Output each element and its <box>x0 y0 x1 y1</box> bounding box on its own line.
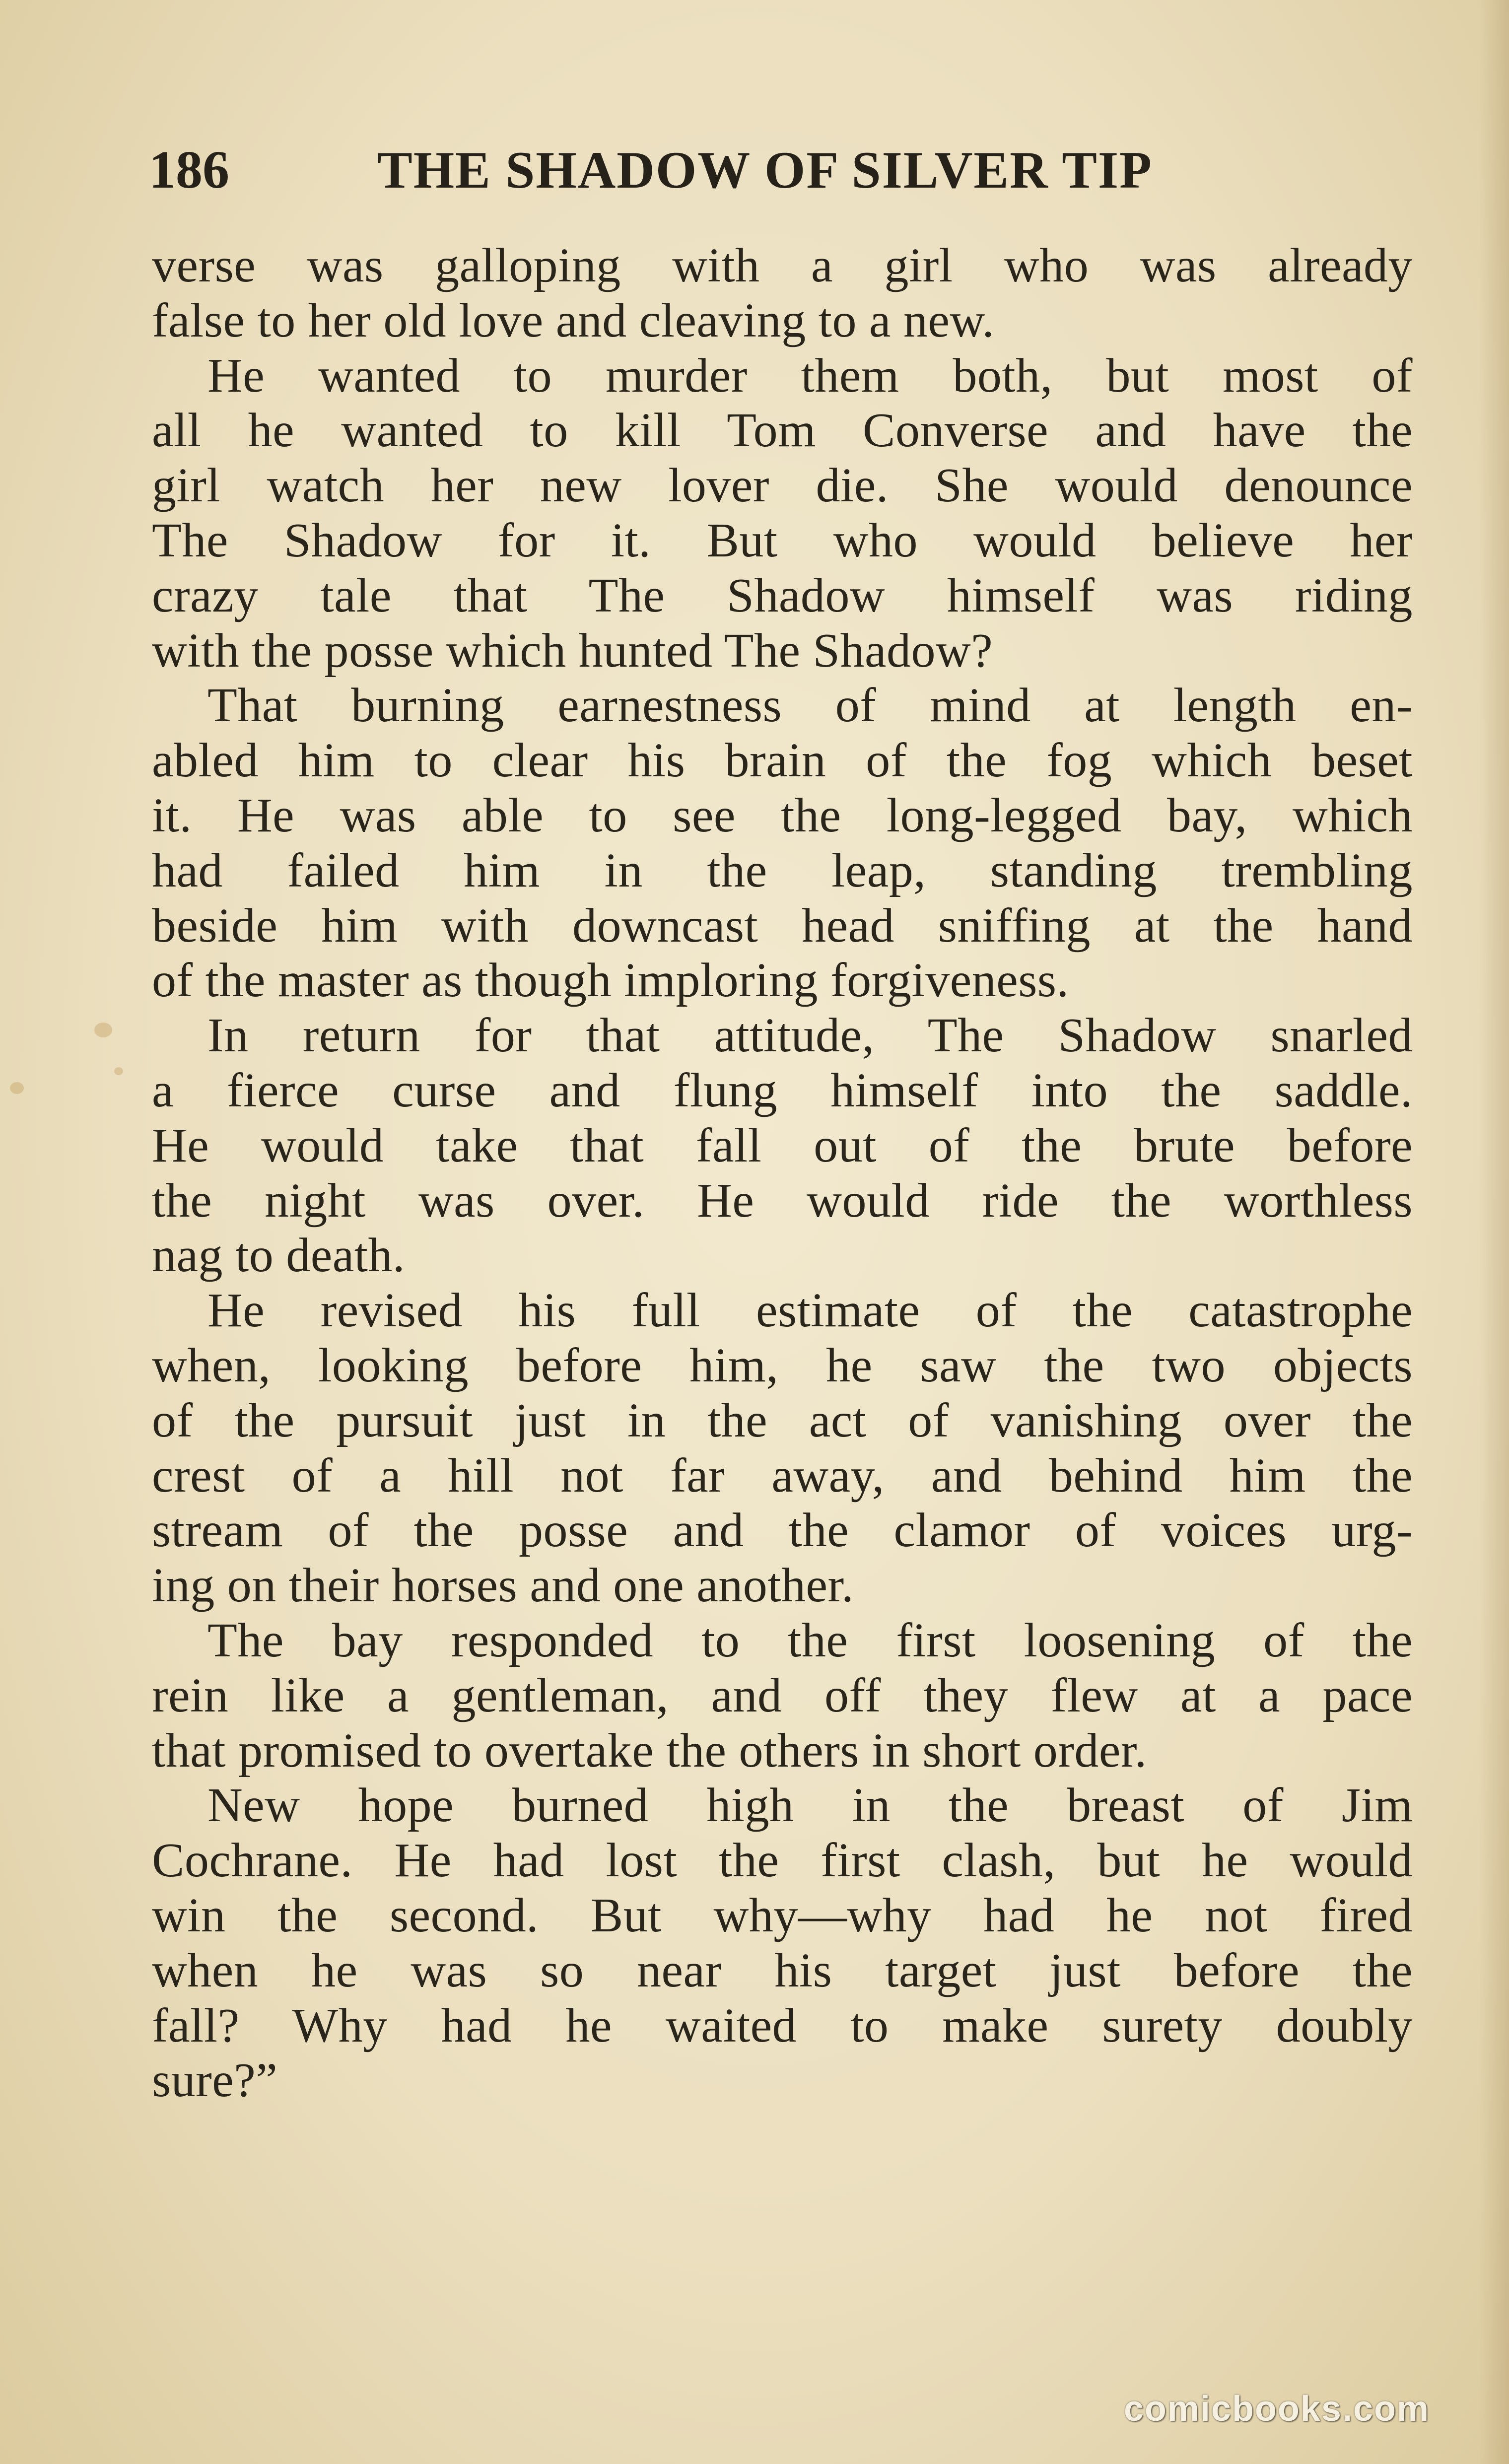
page-edge-shadow <box>1479 0 1509 2464</box>
text-line: rein like a gentleman, and off they flew at a pace <box>152 1668 1413 1722</box>
text-line: all he wanted to kill Tom Converse and have the <box>152 404 1413 458</box>
text-line: verse was galloping with a girl who was already <box>152 239 1413 292</box>
text-line: girl watch her new lover die. She would denounce <box>152 459 1413 513</box>
text-line: That burning earnestness of mind at length en- <box>207 679 1413 733</box>
text-line: fall? Why had he waited to make surety doubly <box>152 1998 1413 2053</box>
text-line: when he was so near his target just before the <box>152 1943 1413 1997</box>
text-line: crazy tale that The Shadow himself was riding <box>152 568 1413 622</box>
text-line: In return for that attitude, The Shadow snarled <box>207 1009 1413 1063</box>
text-line: it. He was able to see the long-legged bay, which <box>152 788 1413 842</box>
running-head <box>149 133 1201 207</box>
text-line: win the second. But why—why had he not fired <box>152 1888 1413 1942</box>
text-line: beside him with downcast head sniffing at the hand <box>152 898 1413 953</box>
text-line: He would take that fall out of the brute before <box>152 1118 1413 1172</box>
text-line: stream of the posse and the clamor of voices urg- <box>152 1504 1413 1558</box>
body-text <box>152 238 1413 2108</box>
text-line: false to her old love and cleaving to a new. <box>152 293 995 347</box>
text-line: a fierce curse and flung himself into the saddle. <box>152 1063 1413 1117</box>
text-line: with the posse which hunted The Shadow? <box>152 623 993 678</box>
page-number: 186 <box>149 140 229 200</box>
book-title: THE SHADOW OF SILVER TIP <box>377 141 1153 199</box>
text-line: the night was over. He would ride the worthless <box>152 1173 1413 1228</box>
paper-stain <box>114 1067 123 1075</box>
text-line: The bay responded to the first loosening of the <box>207 1613 1413 1667</box>
text-line: that promised to overtake the others in short order. <box>152 1723 1147 1778</box>
watermark: comicbooks.com <box>1123 2389 1430 2429</box>
paper-stain <box>94 1023 112 1037</box>
text-line: abled him to clear his brain of the fog which beset <box>152 734 1413 788</box>
text-line: of the master as though imploring forgiveness. <box>152 954 1069 1008</box>
text-line: when, looking before him, he saw the two objects <box>152 1338 1413 1392</box>
text-line: nag to death. <box>152 1229 405 1283</box>
text-line: The Shadow for it. But who would believe her <box>152 513 1413 567</box>
text-line: ing on their horses and one another. <box>152 1559 854 1613</box>
text-line: New hope burned high in the breast of Jim <box>207 1779 1413 1833</box>
text-line: crest of a hill not far away, and behind him the <box>152 1448 1413 1503</box>
text-line: of the pursuit just in the act of vanishing over the <box>152 1393 1413 1447</box>
text-line: He revised his full estimate of the catastrophe <box>207 1284 1413 1338</box>
text-line: sure?” <box>152 2053 278 2108</box>
text-line: Cochrane. He had lost the first clash, but he would <box>152 1834 1413 1888</box>
text-line: He wanted to murder them both, but most of <box>207 348 1413 403</box>
paper-stain <box>10 1082 24 1094</box>
text-line: had failed him in the leap, standing trembling <box>152 843 1413 897</box>
